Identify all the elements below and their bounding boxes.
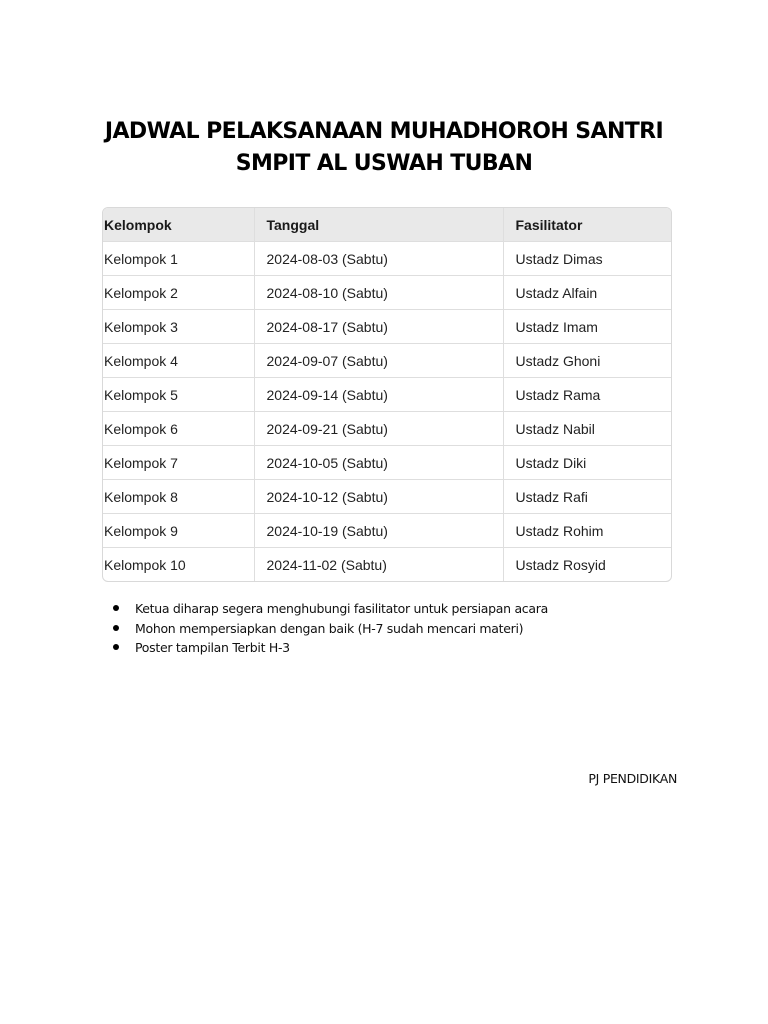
- bullet-icon: [113, 625, 119, 631]
- cell-kelompok: Kelompok 3: [103, 310, 254, 344]
- cell-tanggal: 2024-08-17 (Sabtu): [254, 310, 503, 344]
- header-kelompok: Kelompok: [103, 208, 254, 242]
- note-text: Ketua diharap segera menghubungi fasilitator untuk persiapan acara: [135, 601, 548, 616]
- bullet-icon: [113, 605, 119, 611]
- cell-fasilitator: Ustadz Diki: [503, 446, 671, 480]
- note-text: Mohon mempersiapkan dengan baik (H-7 sudah mencari materi): [135, 620, 524, 636]
- table-row: [103, 310, 671, 344]
- title-line-2: SMPIT AL USWAH TUBAN: [235, 151, 533, 176]
- document-title: [0, 116, 768, 180]
- cell-kelompok: Kelompok 1: [103, 242, 254, 276]
- signature-label: PJ PENDIDIKAN: [588, 771, 677, 786]
- cell-fasilitator: Ustadz Imam: [503, 310, 671, 344]
- cell-tanggal: 2024-11-02 (Sabtu): [254, 548, 503, 582]
- cell-kelompok: Kelompok 5: [103, 378, 254, 412]
- schedule-table-container: [102, 207, 672, 582]
- table-row: [103, 480, 671, 514]
- header-fasilitator: Fasilitator: [503, 208, 671, 242]
- table-row: [103, 378, 671, 412]
- cell-kelompok: Kelompok 10: [103, 548, 254, 582]
- table-row: [103, 514, 671, 548]
- cell-tanggal: 2024-09-07 (Sabtu): [254, 344, 503, 378]
- cell-fasilitator: Ustadz Ghoni: [503, 344, 671, 378]
- cell-kelompok: Kelompok 9: [103, 514, 254, 548]
- title-line-1: JADWAL PELAKSANAAN MUHADHOROH SANTRI: [104, 119, 664, 144]
- table-header-row: [103, 208, 671, 242]
- cell-kelompok: Kelompok 8: [103, 480, 254, 514]
- cell-fasilitator: Ustadz Rohim: [503, 514, 671, 548]
- cell-tanggal: 2024-10-19 (Sabtu): [254, 514, 503, 548]
- table-row: [103, 344, 671, 378]
- table-row: [103, 412, 671, 446]
- table-row: [103, 276, 671, 310]
- cell-fasilitator: Ustadz Rama: [503, 378, 671, 412]
- bullet-icon: [113, 644, 119, 650]
- cell-tanggal: 2024-08-03 (Sabtu): [254, 242, 503, 276]
- cell-fasilitator: Ustadz Dimas: [503, 242, 671, 276]
- cell-tanggal: 2024-09-21 (Sabtu): [254, 412, 503, 446]
- cell-fasilitator: Ustadz Rosyid: [515, 556, 606, 573]
- header-tanggal: Tanggal: [254, 208, 503, 242]
- cell-kelompok: Kelompok 7: [103, 446, 254, 480]
- cell-tanggal: 2024-09-14 (Sabtu): [254, 378, 503, 412]
- table-row: [103, 242, 671, 276]
- table-row: [103, 446, 671, 480]
- note-text: Poster tampilan Terbit H-3: [135, 640, 290, 655]
- cell-fasilitator: Ustadz Nabil: [503, 412, 671, 446]
- list-item: [111, 638, 548, 658]
- cell-tanggal: 2024-10-12 (Sabtu): [254, 480, 503, 514]
- cell-kelompok: Kelompok 6: [103, 412, 254, 446]
- list-item: [111, 619, 548, 639]
- cell-fasilitator: Ustadz Alfain: [503, 276, 671, 310]
- cell-fasilitator: Ustadz Rafi: [503, 480, 671, 514]
- cell-kelompok: Kelompok 4: [103, 344, 254, 378]
- notes-list: [111, 599, 548, 658]
- list-item: [111, 599, 548, 619]
- cell-tanggal: 2024-10-05 (Sabtu): [254, 446, 503, 480]
- cell-kelompok: Kelompok 2: [103, 276, 254, 310]
- table-row: [103, 548, 671, 582]
- cell-tanggal: 2024-08-10 (Sabtu): [254, 276, 503, 310]
- schedule-table: [103, 208, 671, 581]
